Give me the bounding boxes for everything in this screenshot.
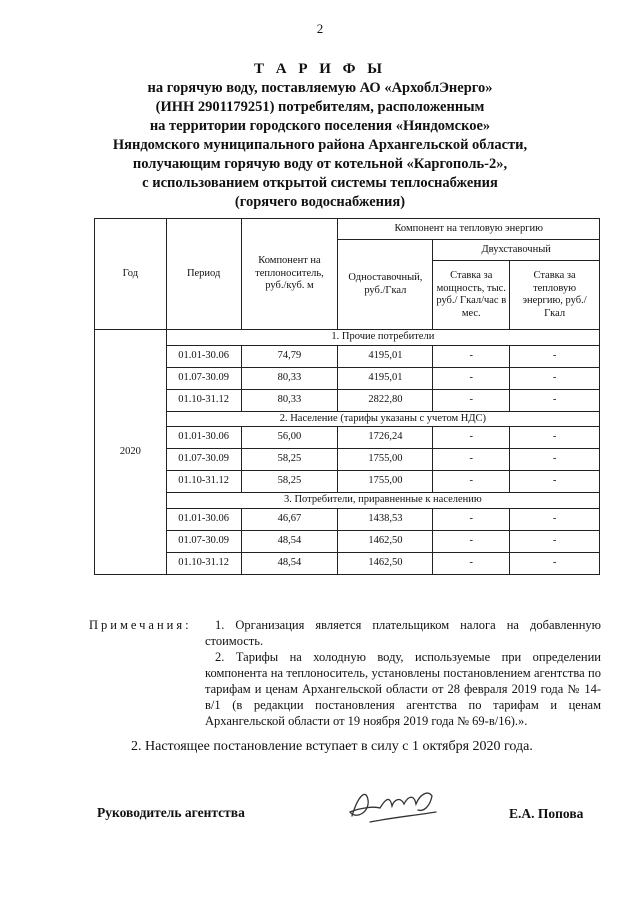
energy-cell: -: [510, 552, 600, 574]
energy-cell: -: [510, 345, 600, 367]
period-cell: 01.10-31.12: [166, 471, 241, 493]
table-row: [95, 345, 600, 367]
single-rate-cell: 1462,50: [338, 530, 433, 552]
title-line: на горячую воду, поставляемую АО «АрхоблЭнерго»: [147, 80, 493, 96]
period-cell: 01.07-30.09: [166, 530, 241, 552]
period-cell: 01.01-30.06: [166, 508, 241, 530]
energy-cell: -: [510, 427, 600, 449]
single-rate-cell: 4195,01: [338, 367, 433, 389]
note-item: 1. Организация является плательщиком налога на добавленную стоимость.: [205, 618, 601, 648]
header-two-rate: Двухставочный: [433, 240, 600, 261]
single-rate-cell: 1755,00: [338, 449, 433, 471]
table-row: [95, 471, 600, 493]
signatory-name: Е.А. Попова: [509, 806, 584, 821]
period-cell: 01.07-30.09: [166, 367, 241, 389]
period-cell: 01.01-30.06: [166, 427, 241, 449]
single-rate-cell: 1438,53: [338, 508, 433, 530]
carrier-cell: 80,33: [241, 367, 338, 389]
signatory-position: Руководитель агентства: [97, 805, 245, 820]
capacity-cell: -: [433, 345, 510, 367]
energy-cell: -: [510, 367, 600, 389]
energy-cell: -: [510, 389, 600, 411]
title-line: (горячего водоснабжения): [234, 194, 406, 210]
single-rate-cell: 4195,01: [338, 345, 433, 367]
note-item: 2. Тарифы на холодную воду, используемые при определении компонента на теплоноситель, установлены постановлением агентства по тарифам и ценам Архангельской области от 28 февраля 2019 года № 14-в/1 (в редакции постановления агентства по тарифам и ценам Архангельской области от 19 ноября 2019 года № 69-в/16).».: [205, 650, 601, 728]
period-cell: 01.10-31.12: [166, 389, 241, 411]
header-year: Год: [95, 219, 167, 330]
page-number: 2: [316, 21, 324, 36]
capacity-cell: -: [433, 449, 510, 471]
title-line: получающим горячую воду от котельной «Каргополь-2»,: [132, 156, 508, 172]
capacity-cell: -: [433, 367, 510, 389]
capacity-cell: -: [433, 530, 510, 552]
title-line: на территории городского поселения «Няндомское»: [149, 118, 491, 134]
document-title: [0, 60, 640, 212]
carrier-cell: 74,79: [241, 345, 338, 367]
header-period: Период: [166, 219, 241, 330]
single-rate-cell: 1462,50: [338, 552, 433, 574]
single-rate-cell: 2822,80: [338, 389, 433, 411]
carrier-cell: 58,25: [241, 449, 338, 471]
header-energy-component: Компонент на тепловую энергию: [338, 219, 600, 240]
period-cell: 01.07-30.09: [166, 449, 241, 471]
carrier-cell: 58,25: [241, 471, 338, 493]
signature-image: [340, 782, 450, 832]
period-cell: 01.10-31.12: [166, 552, 241, 574]
carrier-cell: 48,54: [241, 552, 338, 574]
carrier-cell: 80,33: [241, 389, 338, 411]
table-row: [95, 427, 600, 449]
carrier-cell: 46,67: [241, 508, 338, 530]
table-row: [95, 552, 600, 574]
section-title: 1. Прочие потребители: [166, 330, 599, 346]
energy-cell: -: [510, 508, 600, 530]
header-energy-rate: Ставка за тепловую энергию, руб./Гкал: [510, 261, 600, 330]
table-row: [95, 508, 600, 530]
capacity-cell: -: [433, 552, 510, 574]
table-row: [95, 530, 600, 552]
capacity-cell: -: [433, 471, 510, 493]
energy-cell: -: [510, 471, 600, 493]
header-single-rate: Одноставочный, руб./Гкал: [338, 240, 433, 330]
capacity-cell: -: [433, 427, 510, 449]
single-rate-cell: 1726,24: [338, 427, 433, 449]
title-line: с использованием открытой системы теплоснабжения: [142, 175, 498, 191]
decree-effective-date: 2. Настоящее постановление вступает в силу с 1 октября 2020 года.: [131, 739, 533, 754]
energy-cell: -: [510, 530, 600, 552]
single-rate-cell: 1755,00: [338, 471, 433, 493]
table-row: [95, 389, 600, 411]
tariff-table: [94, 218, 600, 575]
section-title: 3. Потребители, приравненные к населению: [166, 493, 599, 509]
title-line: (ИНН 2901179251) потребителям, расположенным: [155, 99, 485, 115]
capacity-cell: -: [433, 389, 510, 411]
energy-cell: -: [510, 449, 600, 471]
header-capacity-rate: Ставка за мощность, тыс. руб./ Гкал/час в мес.: [433, 261, 510, 330]
capacity-cell: -: [433, 508, 510, 530]
table-row: [95, 449, 600, 471]
table-row: [95, 367, 600, 389]
period-cell: 01.01-30.06: [166, 345, 241, 367]
header-carrier-component: Компонент на теплоноситель, руб./куб. м: [241, 219, 338, 330]
title-line: Няндомского муниципального района Архангельской области,: [112, 137, 528, 153]
carrier-cell: 48,54: [241, 530, 338, 552]
carrier-cell: 56,00: [241, 427, 338, 449]
notes-label: Примечания:: [89, 618, 192, 632]
section-title: 2. Население (тарифы указаны с учетом НДС): [166, 411, 599, 427]
title-heading: Т А Р И Ф Ы: [253, 61, 387, 77]
year-cell: 2020: [95, 330, 167, 575]
